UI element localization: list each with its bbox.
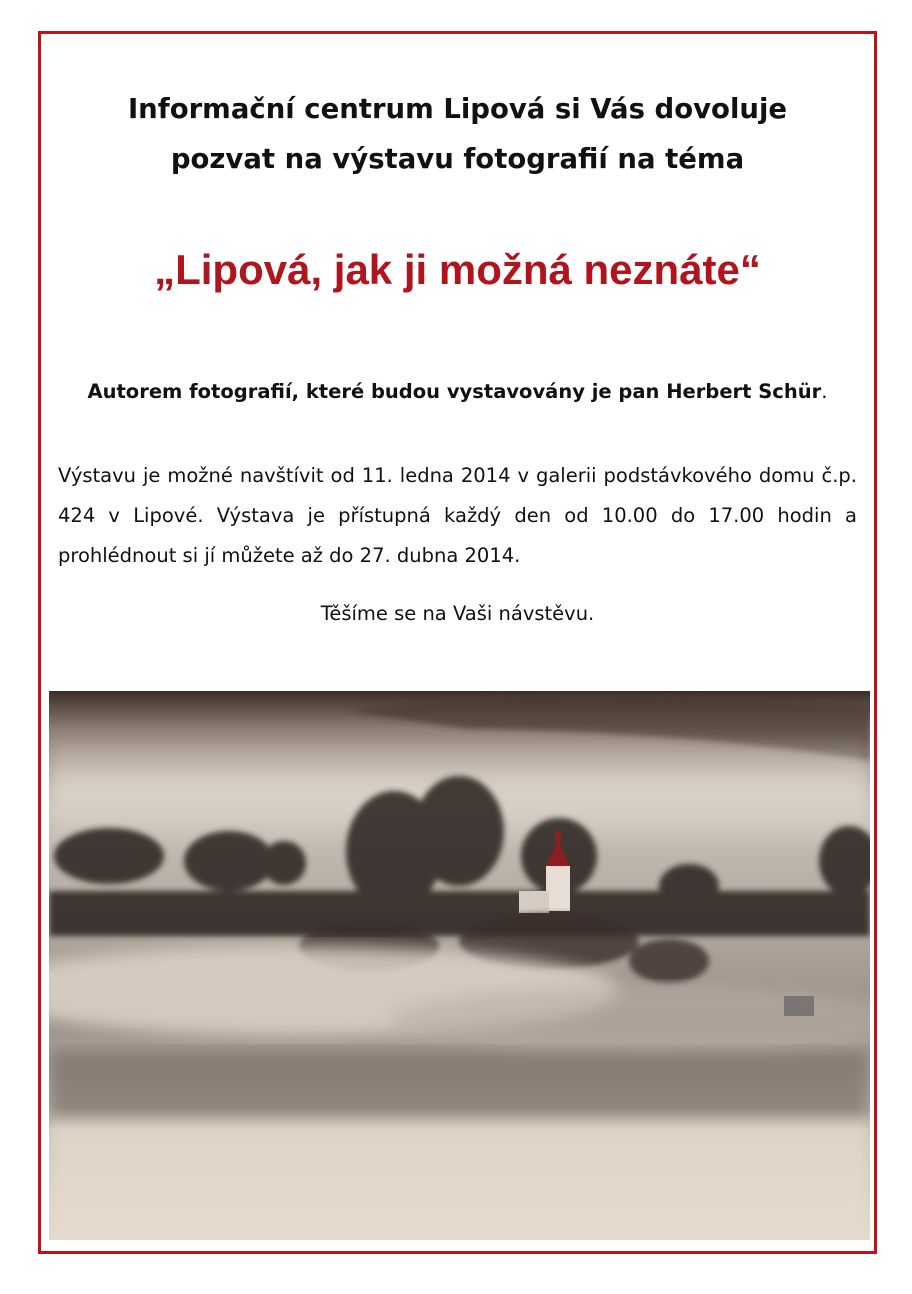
exhibition-title: „Lipová, jak ji možná neznáte“ [154,246,761,293]
intro-text [41,84,874,184]
author-line [41,380,874,403]
invitation-frame [38,31,877,1254]
foggy-landscape-illustration [49,691,870,1240]
author-period: . [821,380,828,403]
greeting: Těšíme se na Vaši návstěvu. [320,602,595,625]
landscape-photo [49,691,870,1240]
visit-info: Výstavu je možné navštívit od 11. ledna 2014 v galerii podstávkového domu č.p. 424 v Lipové. Výstava je přístupná každý den od 10.00 do 17.00 hodin a prohlédnout si jí můžete až do 27. dubna 2014. [58,464,857,567]
author-text: Autorem fotografií, které budou vystavovány je pan Herbert Schür [87,380,822,403]
intro-line-1: Informační centrum Lipová si Vás dovoluje [127,93,788,125]
intro-line-2: pozvat na výstavu fotografií na téma [170,143,745,175]
